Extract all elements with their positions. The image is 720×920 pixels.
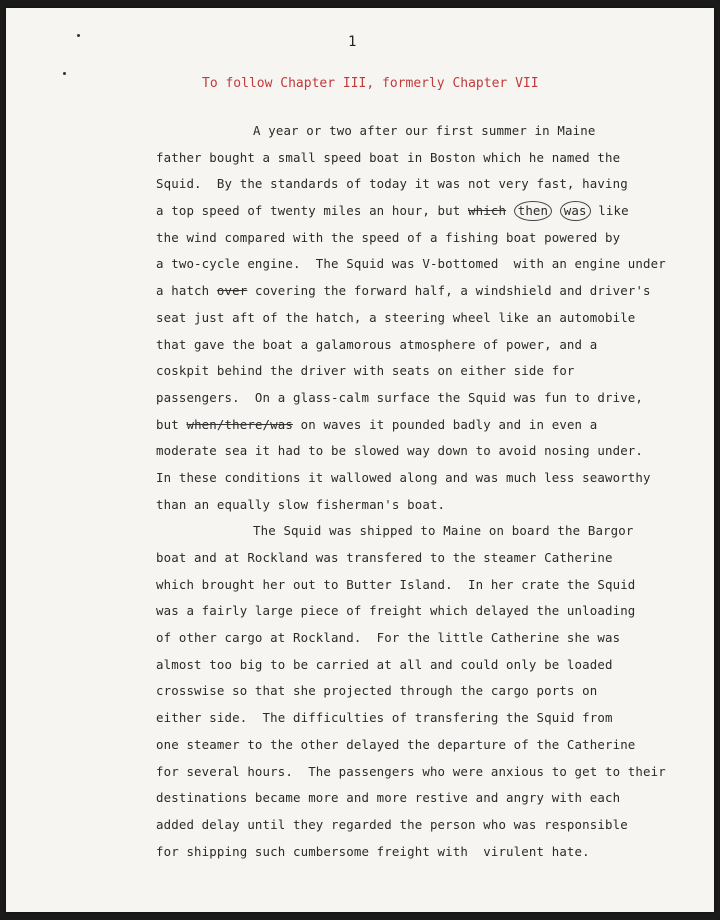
struck-out-word: when/there/was — [186, 416, 293, 432]
text-run: which brought her out to Butter Island. In her crate the Squid — [156, 576, 636, 592]
document-page — [6, 8, 714, 912]
text-run: either side. The difficulties of transfering the Squid from — [156, 710, 613, 726]
struck-out-word: over — [216, 283, 248, 299]
text-run: like — [590, 203, 629, 219]
text-run: boat and at Rockland was transfered to the steamer Catherine — [156, 550, 613, 565]
text-line — [156, 278, 666, 305]
text-line — [156, 572, 666, 599]
text-run: but — [156, 416, 187, 432]
text-line — [156, 785, 666, 812]
text-line — [156, 225, 666, 252]
text-line — [156, 198, 666, 225]
text-line — [156, 545, 666, 572]
text-line — [156, 465, 666, 492]
text-run: was a fairly large piece of freight which delayed the unloading — [156, 603, 636, 619]
text-line — [156, 518, 666, 545]
text-line — [156, 332, 666, 359]
text-run: almost too big to be carried at all and could only be loaded — [156, 656, 613, 672]
text-run: a top speed of twenty miles an hour, but — [156, 203, 469, 219]
circled-word: was — [560, 201, 591, 221]
text-run: than an equally slow fisherman's boat. — [156, 496, 446, 512]
text-line — [156, 118, 666, 145]
text-line — [156, 812, 666, 839]
chapter-heading: To follow Chapter III, formerly Chapter VII — [202, 76, 539, 91]
text-run: crosswise so that she projected through the cargo ports on — [156, 683, 598, 699]
text-run: for shipping such cumbersome freight with virulent hate. — [156, 843, 590, 859]
text-line — [156, 705, 666, 732]
text-line — [156, 759, 666, 786]
text-run: seat just aft of the hatch, a steering wheel like an automobile — [156, 309, 636, 325]
text-line — [156, 438, 666, 465]
text-line — [156, 412, 666, 439]
text-run: one steamer to the other delayed the departure of the Catherine — [156, 736, 636, 752]
text-line — [156, 732, 666, 759]
text-run: for several hours. The passengers who were anxious to get to their — [156, 763, 666, 779]
page-number: 1 — [348, 34, 357, 50]
text-run: a two-cycle engine. The Squid was V-bottomed with an engine under — [156, 256, 666, 272]
text-run: covering the forward half, a windshield and driver's — [247, 283, 651, 299]
text-run: Squid. By the standards of today it was not very fast, having — [156, 176, 628, 192]
text-run: a hatch — [156, 283, 217, 299]
text-run: on waves it pounded badly and in even a — [293, 416, 598, 432]
text-run: A year or two after our first summer in Maine — [253, 123, 596, 138]
text-line — [156, 678, 666, 705]
text-run: father bought a small speed boat in Boston which he named the — [156, 149, 621, 165]
text-run: moderate sea it had to be slowed way down to avoid nosing under. — [156, 443, 644, 459]
body-text — [156, 118, 666, 865]
text-run: of other cargo at Rockland. For the little Catherine she was — [156, 630, 621, 646]
text-run: The Squid was shipped to Maine on board the Bargor — [253, 523, 634, 539]
text-line — [156, 358, 666, 385]
text-run: that gave the boat a galamorous atmosphere of power, and a — [156, 336, 598, 352]
text-line — [156, 839, 666, 866]
text-line — [156, 652, 666, 679]
text-line — [156, 171, 666, 198]
text-line — [156, 598, 666, 625]
text-run: the wind compared with the speed of a fishing boat powered by — [156, 229, 621, 245]
text-run — [506, 203, 514, 218]
text-run: coskpit behind the driver with seats on either side for — [156, 363, 575, 379]
text-line — [156, 492, 666, 519]
margin-mark — [77, 34, 80, 37]
margin-mark — [63, 72, 66, 75]
text-line — [156, 145, 666, 172]
text-line — [156, 385, 666, 412]
text-line — [156, 305, 666, 332]
text-run: added delay until they regarded the person who was responsible — [156, 816, 628, 832]
struck-out-word: which — [468, 203, 507, 219]
text-run: passengers. On a glass-calm surface the Squid was fun to drive, — [156, 389, 644, 405]
circled-word: then — [514, 201, 552, 221]
text-line — [156, 625, 666, 652]
text-run: In these conditions it wallowed along and was much less seaworthy — [156, 469, 651, 485]
text-run: destinations became more and more restive and angry with each — [156, 790, 621, 806]
text-run — [552, 203, 560, 218]
text-line — [156, 251, 666, 278]
